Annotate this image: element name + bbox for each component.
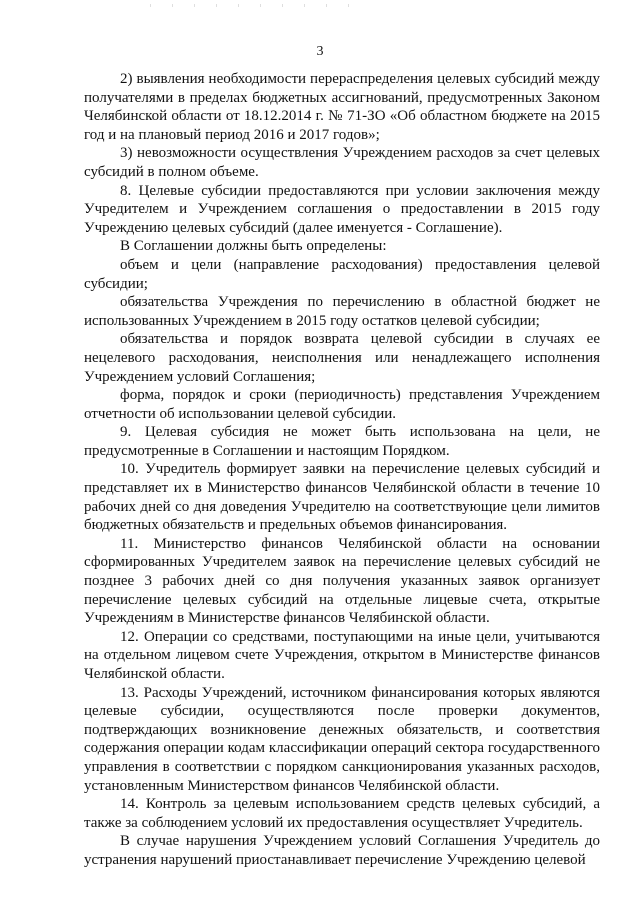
paragraph-11: 11. Министерство финансов Челябинской области на основании сформированных Учредителем заявок на перечисление целевых субсидий не позднее 3 рабочих дней со дня получения указанных заявок организует перечисление целевых субсидий на отдельные лицевые счета, открытые Учреждениям в Министерстве финансов Челябинской области. [84,535,600,627]
paragraph-13: 13. Расходы Учреждений, источником финансирования которых являются целевые субсидии, осуществляются после проверки документов, подтверждающих возникновение денежных обязательств, и соответствия содержания операции кодам классификации операций сектора государственного управления в соответствии с порядком санкционирования указанных расходов, установленным Министерством финансов Челябинской области. [84,684,600,794]
scan-artifact [150,4,350,7]
document-body [84,70,600,870]
paragraph-3: 3) невозможности осуществления Учреждением расходов за счет целевых субсидий в полном объеме. [84,145,600,180]
page-number: 3 [316,44,324,59]
paragraph-12: 12. Операции со средствами, поступающими на иные цели, учитываются на отдельном лицевом счете Учреждения, открытом в Министерстве финансов Челябинской области. [84,628,600,682]
paragraph-8: 8. Целевые субсидии предоставляются при условии заключения между Учредителем и Учреждением соглашения о предоставлении в 2015 году Учреждению целевых субсидий (далее именуется - Соглашение). [84,182,600,236]
paragraph-agreement-reporting: форма, порядок и сроки (периодичность) представления Учреждением отчетности об использовании целевой субсидии. [84,387,600,422]
paragraph-agreement-intro: В Соглашении должны быть определены: [120,238,387,255]
paragraph-2: 2) выявления необходимости перераспределения целевых субсидий между получателями в пределах бюджетных ассигнований, предусмотренных Законом Челябинской области от 18.12.2014 г. № 71-ЗО «Об областном бюджете на 2015 год и на плановый период 2016 и 2017 годов»; [84,71,600,143]
paragraph-10: 10. Учредитель формирует заявки на перечисление целевых субсидий и представляет их в Министерство финансов Челябинской области в течение 10 рабочих дней со дня доведения Учредителю на соответствующие цели лимитов бюджетных обязательств и предельных объемов финансирования. [84,461,600,534]
paragraph-14: 14. Контроль за целевым использованием средств целевых субсидий, а также за соблюдением условий их предоставления осуществляет Учредитель. [84,796,600,831]
paragraph-agreement-remainder: обязательства Учреждения по перечислению в областной бюджет не использованных Учреждением в 2015 году остатков целевой субсидии; [84,294,600,329]
paragraph-9: 9. Целевая субсидия не может быть использована на цели, не предусмотренные в Соглашении и настоящим Порядком. [84,424,600,459]
paragraph-agreement-return: обязательства и порядок возврата целевой субсидии в случаях ее нецелевого расходования, неисполнения или ненадлежащего исполнения Учреждением условий Соглашения; [84,331,600,385]
paragraph-agreement-volume: объем и цели (направление расходования) предоставления целевой субсидии; [84,256,600,292]
paragraph-violation: В случае нарушения Учреждением условий Соглашения Учредитель до устранения нарушений приостанавливает перечисление Учреждению целевой [84,833,600,868]
